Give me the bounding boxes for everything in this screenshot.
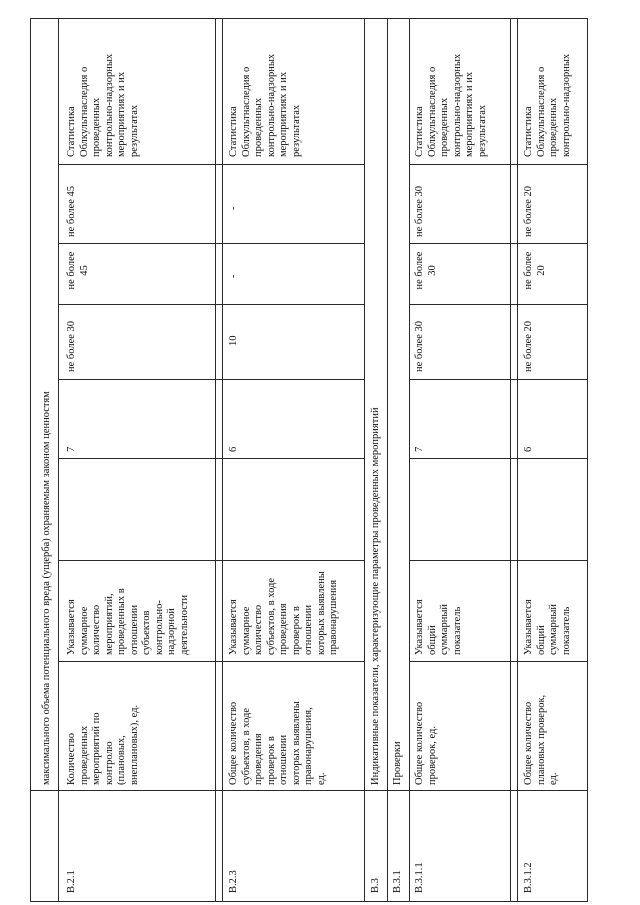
row-divider — [364, 18, 365, 902]
row-code: В.2.3 — [228, 870, 239, 893]
col-boundary — [58, 379, 365, 380]
row-divider — [387, 18, 388, 902]
row-definition: Указывается общий суммарный показатель — [414, 599, 463, 655]
col-boundary — [30, 790, 587, 791]
row-name: Общее количество субъектов, в ходе проведения проверок в отношении которых выявлены правонарушения, ед. — [228, 701, 327, 785]
row-value-4: - — [228, 206, 239, 210]
row-value-3: не более 30 — [414, 251, 438, 290]
row-source: Статистика Облкультнаследия о проведенных контрольно-надзорных мероприятиях и их результатах — [66, 53, 140, 157]
row-divider — [58, 18, 59, 902]
row-value-4: не более 30 — [414, 185, 425, 237]
row-value-2: не более 20 — [523, 320, 534, 372]
section-b31-title: Проверки — [392, 741, 403, 785]
section-b31-code: В.3.1 — [392, 870, 403, 893]
row-value-1: 6 — [523, 446, 534, 452]
section-b3-code: В.3 — [370, 878, 381, 893]
section-header: максимального объема потенциального вреда (ущерба) охраняемым законом ценностям — [41, 391, 52, 785]
row-divider — [510, 18, 511, 902]
col-boundary — [58, 458, 365, 459]
section-b3-title: Индикативные показатели, характеризующие параметры проведенных мероприятий — [370, 407, 381, 785]
row-definition: Указывается общий суммарный показатель — [523, 599, 572, 655]
col-boundary — [409, 304, 587, 305]
col-boundary — [58, 164, 365, 165]
col-boundary — [409, 458, 587, 459]
row-value-3: не более 45 — [66, 251, 90, 290]
row-value-2: не более 30 — [414, 320, 425, 372]
col-boundary — [58, 304, 365, 305]
row-source: Статистика Облкультнаследия о проведенных контрольно-надзорных — [523, 53, 572, 157]
col-boundary — [409, 379, 587, 380]
row-source: Статистика Облкультнаследия о проведенных контрольно-надзорных мероприятиях и их результатах — [414, 53, 488, 157]
table-bottom-border — [30, 901, 587, 902]
row-divider — [215, 18, 216, 902]
row-divider — [409, 18, 410, 902]
row-value-4: не более 45 — [66, 185, 77, 237]
row-value-1: 6 — [228, 446, 239, 452]
row-code: В.3.1.2 — [523, 862, 534, 893]
table-left-border — [30, 18, 31, 902]
col-boundary — [409, 661, 587, 662]
col-boundary — [409, 164, 587, 165]
row-value-3: не более 20 — [523, 251, 547, 290]
row-value-2: не более 30 — [66, 320, 77, 372]
row-divider — [517, 18, 518, 902]
table-right-border — [587, 18, 588, 902]
row-divider — [222, 18, 223, 902]
row-value-4: не более 20 — [523, 185, 534, 237]
row-name: Количество проведенных мероприятий по контролю (плановых, внеплановых), ед. — [66, 704, 140, 785]
row-name: Общее количество плановых проверок, ед. — [523, 694, 559, 785]
row-code: В.3.1.1 — [414, 862, 425, 893]
row-value-1: 7 — [66, 446, 77, 452]
row-value-2: 10 — [228, 335, 239, 346]
row-definition: Указывается суммарное количество мероприятий, проведенных в отношении субъектов контрольно- надзорной деятельности — [66, 588, 190, 655]
row-code: В.2.1 — [66, 870, 77, 893]
col-boundary — [58, 243, 365, 244]
row-source: Статистика Облкультнаследия о проведенных контрольно-надзорных мероприятиях и их результатах — [228, 53, 302, 157]
row-value-3: - — [228, 274, 239, 278]
row-value-1: 7 — [414, 446, 425, 452]
col-boundary — [58, 661, 365, 662]
row-name: Общее количество проверок, ед. — [414, 701, 438, 785]
row-definition: Указывается суммарное количество субъектов, в ходе проведения проверок в отношении которых выявлены правонарушения — [228, 571, 339, 655]
